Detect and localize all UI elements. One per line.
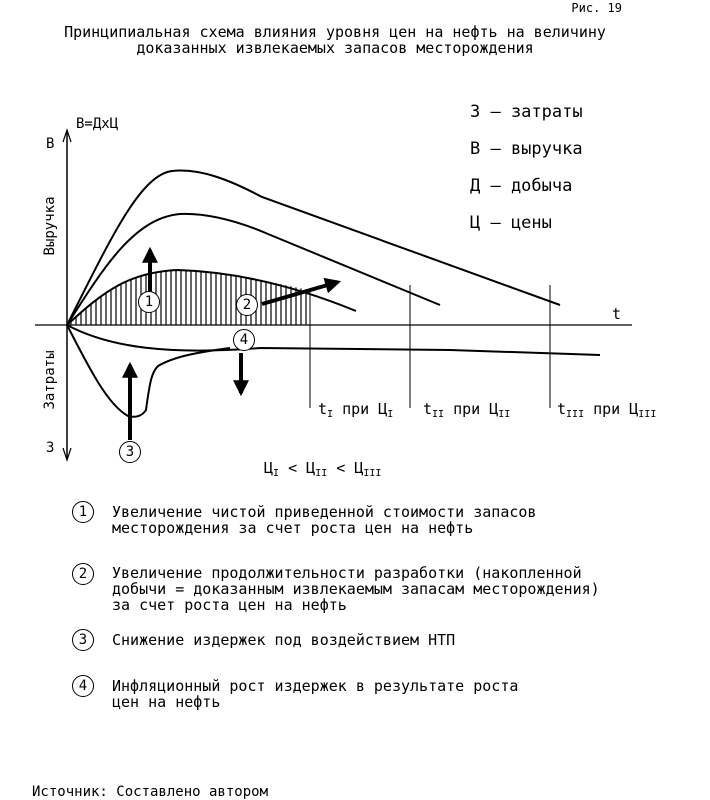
note-4-number: 4 bbox=[72, 675, 94, 697]
time-label-3: $t_{III}$ при $Ц_{III}$ bbox=[557, 400, 657, 420]
y-axis-revenue-label: Выручка bbox=[42, 196, 58, 256]
formula-label: В=ДхЦ bbox=[76, 116, 119, 132]
marker-2: 2 bbox=[236, 294, 258, 316]
marker-1: 1 bbox=[138, 291, 160, 313]
note-3-number: 3 bbox=[72, 629, 94, 651]
cost-curve-reduced bbox=[67, 325, 230, 417]
note-2-number: 2 bbox=[72, 563, 94, 585]
figure-label: Рис. 19 bbox=[571, 1, 622, 15]
y-axis-bottom-letter: З bbox=[46, 440, 55, 456]
note-3-text: Снижение издержек под воздействием НТП bbox=[112, 631, 456, 649]
legend-revenue: В – выручка bbox=[470, 139, 583, 159]
time-label-1: $t_I$ при $Ц_I$ bbox=[318, 400, 394, 420]
x-axis-letter: t bbox=[612, 305, 622, 323]
marker-3: 3 bbox=[119, 441, 141, 463]
title-line-1: Принципиальная схема влияния уровня цен на нефть на величину bbox=[64, 23, 606, 41]
source-note: Источник: Составлено автором bbox=[32, 784, 269, 800]
note-4-text: Инфляционный рост издержек в результате роста цен на нефть bbox=[112, 677, 519, 711]
legend-costs: З – затраты bbox=[470, 102, 583, 122]
y-axis-costs-label: Затраты bbox=[42, 350, 58, 410]
note-1-number: 1 bbox=[72, 501, 94, 523]
price-inequality: $Ц_I < Ц_{II} < Ц_{III}$ bbox=[264, 459, 382, 479]
note-1-text: Увеличение чистой приведенной стоимости запасов месторождения за счет роста цен на нефть bbox=[112, 503, 537, 537]
marker-4: 4 bbox=[233, 329, 255, 351]
npv-hatched-area bbox=[67, 270, 310, 325]
cost-curve-inflation bbox=[67, 325, 600, 355]
legend-prices: Ц – цены bbox=[470, 213, 552, 233]
legend-production: Д – добыча bbox=[470, 176, 573, 196]
time-label-2: $t_{II}$ при $Ц_{II}$ bbox=[423, 400, 511, 420]
note-2-text: Увеличение продолжительности разработки (накопленной добычи = доказанным извлекаемым запасам месторождения) за счет роста цен на нефть bbox=[112, 564, 600, 614]
title-line-2: доказанных извлекаемых запасов месторождения bbox=[136, 39, 534, 57]
y-axis-top-letter: В bbox=[46, 136, 55, 152]
